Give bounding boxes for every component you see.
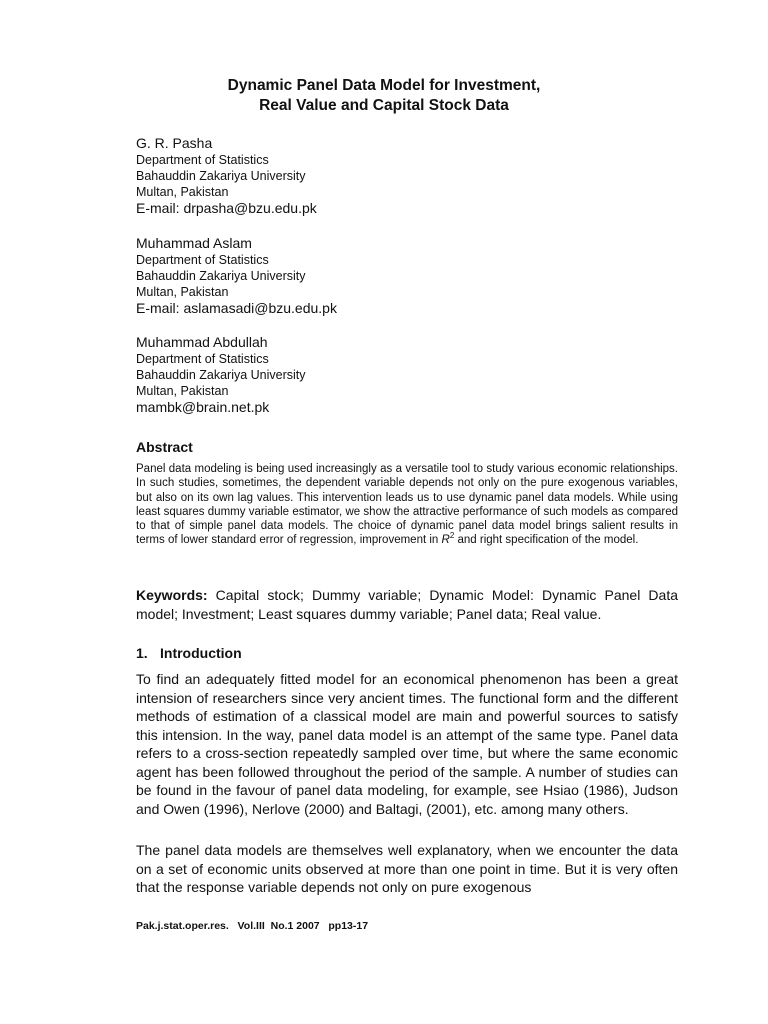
author-name: G. R. Pasha [136,135,213,151]
introduction-paragraph: The panel data models are themselves well explanatory, when we encounter the data on a set of economic units observed at more than one point in time. But it is very often that the response variable depends not only on pure exogenous [136,842,678,895]
abstract-heading: Abstract [136,439,193,455]
r-squared-symbol: R [441,534,450,547]
abstract-text-end: and right specification of the model. [454,534,639,547]
section-title: Introduction [160,645,242,661]
author-block [136,135,636,217]
author-block [136,334,636,416]
title-line-1: Dynamic Panel Data Model for Investment, [227,77,541,94]
author-name: Muhammad Aslam [136,235,252,251]
introduction-paragraph: To find an adequately fitted model for an economical phenomenon has been a great intension of researchers since very ancient times. The functional form and the different methods of estimation of a classical model are main and powerful sources to satisfy this intension. In the way, panel data model is an attempt of the same type. Panel data refers to a cross-section repeatedly sampled over time, but where the same economic agent has been followed throughout the period of the sample. A number of studies can be found in the favour of panel data modeling, for example, see Hsiao (1986), Judson and Owen (1996), Nerlove (2000) and Baltagi, (2001), etc. among many others. [136,671,678,817]
author-location: Multan, Pakistan [136,384,229,398]
author-university: Bahauddin Zakariya University [136,169,306,183]
author-department: Department of Statistics [136,352,269,366]
author-location: Multan, Pakistan [136,285,229,299]
author-block [136,235,636,317]
author-department: Department of Statistics [136,253,269,267]
section-number: 1. [136,645,148,661]
title-line-2: Real Value and Capital Stock Data [259,97,509,114]
r-squared-superscript: 2 [449,531,455,541]
author-university: Bahauddin Zakariya University [136,269,306,283]
author-email: E-mail: drpasha@bzu.edu.pk [136,200,317,216]
paper-title [100,76,668,116]
keywords-list: Capital stock; Dummy variable; Dynamic Model: Dynamic Panel Data model; Investment; Least squares dummy variable; Panel data; Real value. [136,587,678,622]
author-department: Department of Statistics [136,153,269,167]
author-location: Multan, Pakistan [136,185,229,199]
section-heading-introduction [136,645,242,662]
author-university: Bahauddin Zakariya University [136,368,306,382]
journal-footer: Pak.j.stat.oper.res. Vol.III No.1 2007 pp13-17 [136,920,369,932]
author-email: E-mail: aslamasadi@bzu.edu.pk [136,300,337,316]
author-email: mambk@brain.net.pk [136,399,270,415]
abstract-text [136,462,678,548]
abstract-text-main: Panel data modeling is being used increasingly as a versatile tool to study various economic relationships. In such studies, sometimes, the dependent variable depends not only on the pure exogenous variables, but also on its own lag values. This intervention leads us to use dynamic panel data models. While using least squares dummy variable estimator, we show the attractive performance of such models as compared to that of simple panel data models. The choice of dynamic panel data model brings salient results in terms of lower standard error of regression, improvement in [136,463,678,547]
author-name: Muhammad Abdullah [136,334,268,350]
keywords [136,586,678,624]
keywords-label: Keywords: [136,587,208,603]
